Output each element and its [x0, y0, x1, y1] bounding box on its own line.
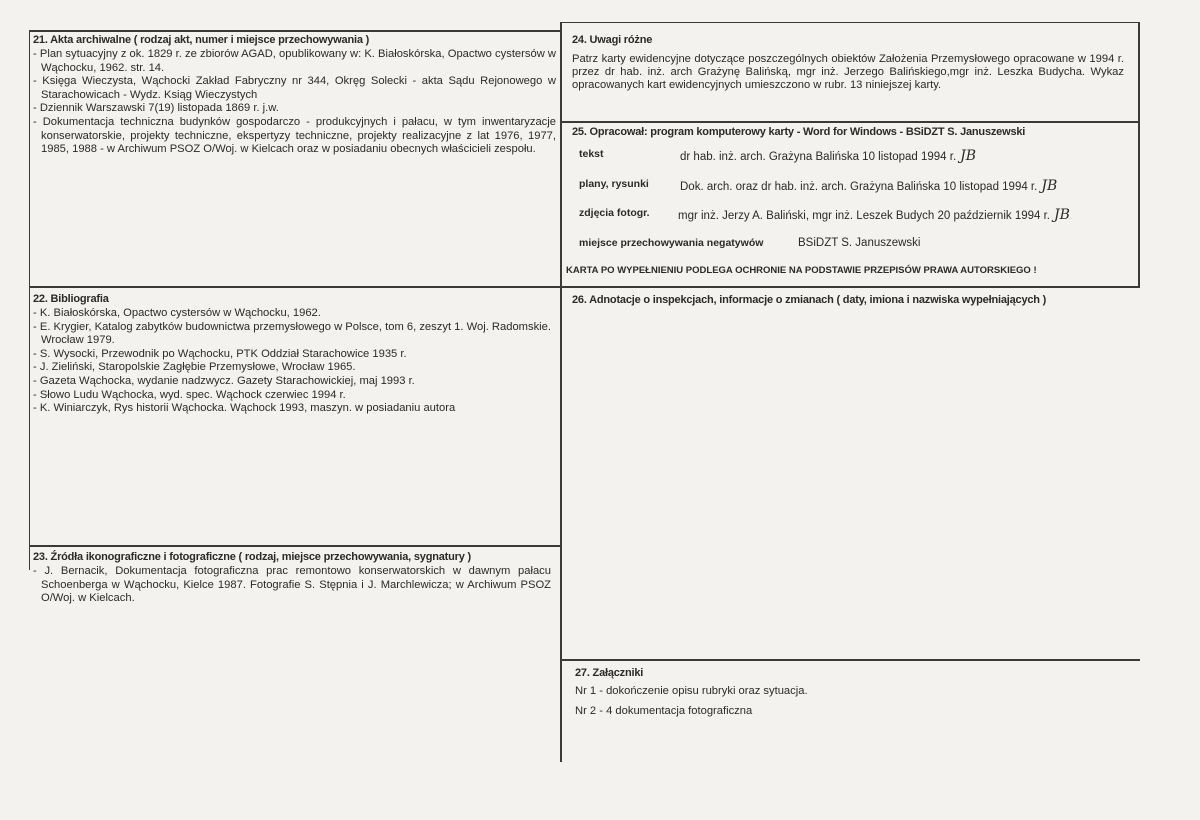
- section-26-inspection-notes: [572, 294, 1132, 306]
- negatives-label: miejsce przechowywania negatywów: [579, 237, 764, 249]
- divider-21-22: [30, 286, 562, 288]
- list-item: - K. Winiarczyk, Rys historii Wąchocka. Wąchock 1993, maszyn. w posiadaniu autora: [33, 402, 551, 416]
- section-24-text: Patrz karty ewidencyjne dotyczące poszczególnych obiektów Założenia Przemysłowego opracowane w 1994 r. przez dr hab. inż. arch Grażynę Balińską, mgr inż. Jerzego Balińskiego,mgr inż. Leszka Budycha. Wykaz opracowanych kart ewidencyjnych umieszczono w rubr. 13 niniejszej karty.: [572, 53, 1124, 92]
- list-item: - Plan sytuacyjny z ok. 1829 r. ze zbiorów AGAD, opublikowany w: K. Białoskórska, Opactwo cystersów w Wąchocku, 1962. str. 14.: [33, 48, 556, 75]
- list-item: - Dokumentacja techniczna budynków gospodarczo - produkcyjnych i pałacu, w tym inwentaryzacje konserwatorskie, projekty techniczne, ekspertyzy techniczne, projekty realizacyjne z lat 1976, 1977, 1985, 1988 - w Archiwum PSOZ O/Woj. w Kielcach oraz w posiadaniu obecnych właścicieli zespołu.: [33, 116, 556, 157]
- section-27-attachments: [575, 667, 1127, 718]
- signature-mark: JB: [1041, 178, 1058, 194]
- divider-24-25: [562, 121, 1140, 123]
- row-value-text: mgr inż. Jerzy A. Baliński, mgr inż. Leszek Budych 20 październik 1994 r.: [678, 210, 1050, 222]
- list-item: - Słowo Ludu Wąchocka, wyd. spec. Wąchock czerwiec 1994 r.: [33, 389, 551, 403]
- copyright-warning: KARTA PO WYPEŁNIENIU PODLEGA OCHRONIE NA PODSTAWIE PRZEPISÓW PRAWA AUTORSKIEGO !: [566, 265, 1037, 276]
- section-22-heading: 22. Bibliografia: [33, 293, 109, 305]
- list-item: - E. Krygier, Katalog zabytków budownictwa przemysłowego w Polsce, tom 6, zeszyt 1. Woj. Radomskie. Wrocław 1979.: [33, 321, 551, 348]
- row-label: zdjęcia fotogr.: [579, 207, 650, 219]
- divider-22-23: [30, 545, 562, 547]
- section-23-list: [33, 565, 551, 606]
- signature-mark: JB: [1054, 207, 1070, 223]
- left-column-border: [29, 30, 30, 570]
- attachment-item: Nr 1 - dokończenie opisu rubryki oraz sytuacja.: [575, 685, 808, 697]
- section-27-heading: 27. Załączniki: [575, 667, 644, 679]
- section-21-heading: 21. Akta archiwalne ( rodzaj akt, numer i miejsce przechowywania ): [33, 34, 370, 46]
- section-25-prepared-by: [566, 126, 1134, 282]
- section-23-heading: 23. Źródła ikonograficzne i fotograficzne ( rodzaj, miejsce przechowywania, sygnatury ): [33, 551, 471, 563]
- row-label: plany, rysunki: [579, 178, 649, 190]
- section-24-heading: 24. Uwagi różne: [572, 34, 653, 46]
- row-value: [680, 148, 976, 164]
- divider-25-26: [562, 286, 1140, 288]
- signature-mark: JB: [960, 148, 977, 164]
- section-25-heading: 25. Opracował: program komputerowy karty - Word for Windows - BSiDZT S. Januszewski: [572, 126, 1026, 138]
- right-border: [1138, 22, 1140, 288]
- section-26-heading: 26. Adnotacje o inspekcjach, informacje o zmianach ( daty, imiona i nazwiska wypełniających ): [572, 294, 1047, 306]
- top-border-right: [561, 22, 1139, 23]
- list-item: - J. Zieliński, Staropolskie Zagłębie Przemysłowe, Wrocław 1965.: [33, 361, 551, 375]
- row-value: [680, 178, 1057, 194]
- section-22-list: [33, 307, 551, 416]
- list-item: - Dziennik Warszawski 7(19) listopada 1869 r. j.w.: [33, 102, 556, 116]
- list-item: - Księga Wieczysta, Wąchocki Zakład Fabryczny nr 344, Okręg Solecki - akta Sądu Rejonowego w Starachowicach - Wydz. Ksiąg Wieczystych: [33, 75, 556, 102]
- row-value-text: Dok. arch. oraz dr hab. inż. arch. Grażyna Balińska 10 listopad 1994 r.: [680, 181, 1038, 193]
- section-21-list: [33, 48, 556, 157]
- divider-26-27: [562, 659, 1140, 661]
- list-item: - J. Bernacik, Dokumentacja fotograficzna prac remontowo konserwatorskich w dawnym pałacu Schoenberga w Wąchocku, Kielce 1987. Fotografie S. Stępnia i J. Marchlewicza; w Archiwum PSOZ O/Woj. w Kielcach.: [33, 565, 551, 606]
- row-value-text: dr hab. inż. arch. Grażyna Balińska 10 listopad 1994 r.: [680, 151, 957, 163]
- top-border-left: [30, 30, 561, 32]
- section-22-bibliography: [33, 293, 551, 416]
- section-24-remarks: [572, 34, 1124, 93]
- list-item: - Gazeta Wąchocka, wydanie nadzwycz. Gazety Starachowickiej, maj 1993 r.: [33, 375, 551, 389]
- list-item: - K. Białoskórska, Opactwo cystersów w Wąchocku, 1962.: [33, 307, 551, 321]
- section-21-archival-records: [33, 34, 556, 157]
- center-divider: [560, 22, 562, 762]
- attachment-item: Nr 2 - 4 dokumentacja fotograficzna: [575, 705, 753, 718]
- list-item: - S. Wysocki, Przewodnik po Wąchocku, PTK Oddział Starachowice 1935 r.: [33, 348, 551, 362]
- section-23-iconographic-sources: [33, 551, 551, 606]
- row-label: tekst: [579, 148, 604, 160]
- negatives-value: BSiDZT S. Januszewski: [798, 237, 921, 249]
- row-value: [678, 207, 1070, 223]
